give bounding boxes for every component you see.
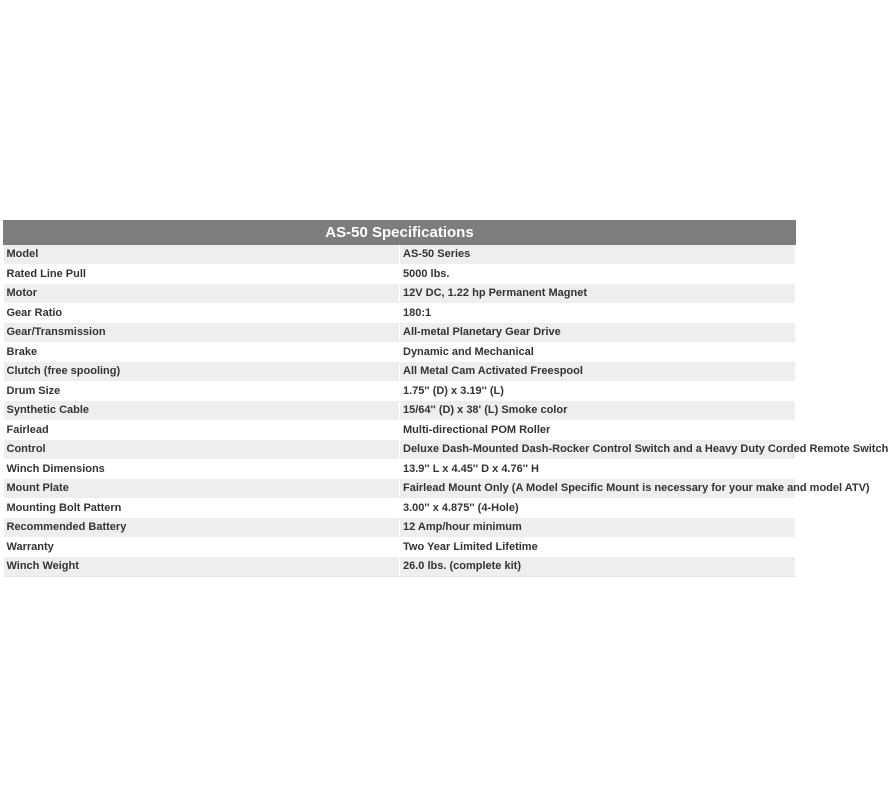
table-row: [4, 401, 796, 421]
spec-value: 1.75'' (D) x 3.19'' (L): [400, 381, 796, 401]
table-row: [4, 459, 796, 479]
table-row: [4, 518, 796, 538]
spec-value: 5000 lbs.: [400, 264, 796, 284]
spec-label: Winch Weight: [4, 557, 400, 577]
table-title: AS-50 Specifications: [4, 221, 796, 245]
table-row: [4, 303, 796, 323]
spec-label: Motor: [4, 284, 400, 304]
spec-label: Brake: [4, 342, 400, 362]
spec-value: 15/64'' (D) x 38' (L) Smoke color: [400, 401, 796, 421]
spec-value: 180:1: [400, 303, 796, 323]
table-row: [4, 498, 796, 518]
spec-value: Fairlead Mount Only (A Model Specific Mount is necessary for your make and model ATV): [400, 479, 796, 499]
table-row: [4, 479, 796, 499]
table-row: [4, 284, 796, 304]
specifications-table: [3, 220, 888, 577]
table-row: [4, 323, 796, 343]
spec-value: All Metal Cam Activated Freespool: [400, 362, 796, 382]
spec-label: Clutch (free spooling): [4, 362, 400, 382]
table-row: [4, 537, 796, 557]
spec-value: 13.9'' L x 4.45'' D x 4.76'' H: [400, 459, 796, 479]
table-row: [4, 420, 796, 440]
spec-label: Recommended Battery: [4, 518, 400, 538]
spec-value: 12 Amp/hour minimum: [400, 518, 796, 538]
spec-label: Gear/Transmission: [4, 323, 400, 343]
spec-value: 26.0 lbs. (complete kit): [400, 557, 796, 577]
spec-value: All-metal Planetary Gear Drive: [400, 323, 796, 343]
spec-label: Warranty: [4, 537, 400, 557]
table-row: [4, 264, 796, 284]
table-row: [4, 245, 796, 265]
spec-value: Multi-directional POM Roller: [400, 420, 796, 440]
spec-value: Dynamic and Mechanical: [400, 342, 796, 362]
table-row: [4, 342, 796, 362]
table-row: [4, 440, 796, 460]
table-row: [4, 381, 796, 401]
spec-value: AS-50 Series: [400, 245, 796, 265]
spec-label: Fairlead: [4, 420, 400, 440]
spec-value: Deluxe Dash-Mounted Dash-Rocker Control Switch and a Heavy Duty Corded Remote Switch: [400, 440, 796, 460]
spec-label: Control: [4, 440, 400, 460]
spec-label: Mount Plate: [4, 479, 400, 499]
spec-label: Model: [4, 245, 400, 265]
table-row: [4, 557, 796, 577]
spec-label: Synthetic Cable: [4, 401, 400, 421]
spec-label: Gear Ratio: [4, 303, 400, 323]
spec-label: Rated Line Pull: [4, 264, 400, 284]
spec-value: Two Year Limited Lifetime: [400, 537, 796, 557]
table-header-row: [4, 221, 796, 245]
spec-label: Winch Dimensions: [4, 459, 400, 479]
spec-label: Drum Size: [4, 381, 400, 401]
spec-value: 12V DC, 1.22 hp Permanent Magnet: [400, 284, 796, 304]
spec-value: 3.00'' x 4.875'' (4-Hole): [400, 498, 796, 518]
spec-label: Mounting Bolt Pattern: [4, 498, 400, 518]
table-row: [4, 362, 796, 382]
